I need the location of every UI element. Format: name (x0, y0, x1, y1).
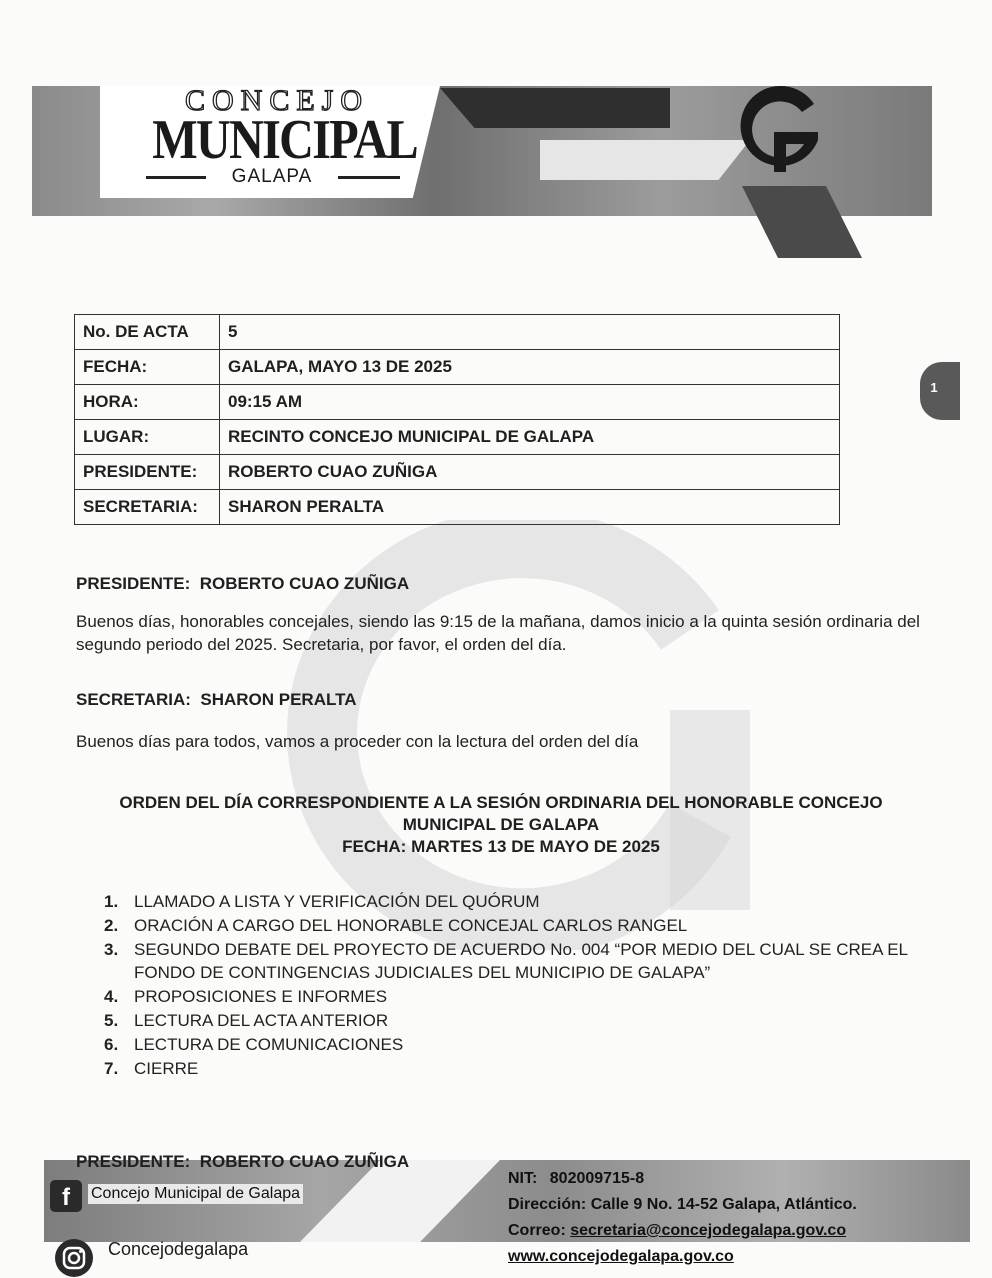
date-label: FECHA: (75, 350, 220, 385)
agenda-item-text: ORACIÓN A CARGO DEL HONORABLE CONCEJAL CARLOS RANGEL (134, 916, 688, 935)
agenda-item-number: 3. (104, 940, 119, 959)
facebook-link[interactable]: Concejo Municipal de Galapa (88, 1184, 303, 1204)
list-item (100, 890, 940, 913)
agenda-title-line: MUNICIPAL DE GALAPA (402, 815, 600, 834)
agenda-item-number: 6. (104, 1035, 119, 1054)
agenda-item-number: 2. (104, 916, 119, 935)
table-row (75, 490, 840, 525)
email-label: Correo: (508, 1222, 566, 1239)
website-line (508, 1248, 734, 1266)
logo-text-municipal: MUNICIPAL (152, 109, 417, 171)
instagram-icon[interactable] (54, 1238, 94, 1278)
acta-number-label: No. DE ACTA (75, 315, 220, 350)
list-item (100, 1057, 940, 1080)
list-item (100, 914, 940, 937)
speaker-president: PRESIDENTE: ROBERTO CUAO ZUÑIGA (76, 1152, 410, 1171)
table-row (75, 455, 840, 490)
table-row (75, 315, 840, 350)
time-label: HORA: (75, 385, 220, 420)
agenda-item-number: 1. (104, 892, 119, 911)
instagram-handle[interactable]: Concejodegalapa (108, 1239, 249, 1259)
agenda-date-line: FECHA: MARTES 13 DE MAYO DE 2025 (342, 837, 660, 856)
header-dark-stripe (440, 88, 670, 128)
secretary-text: Buenos días para todos, vamos a proceder con la lectura del orden del día (76, 732, 639, 751)
agenda-item-number: 4. (104, 987, 119, 1006)
date-value: GALAPA, MAYO 13 DE 2025 (220, 350, 840, 385)
agenda-item-number: 7. (104, 1059, 119, 1078)
logo-text-concejo: CONCEJO (184, 84, 369, 117)
list-item (100, 1009, 940, 1032)
table-row (75, 385, 840, 420)
agenda-title (90, 792, 912, 858)
facebook-icon[interactable]: f (50, 1180, 82, 1212)
speaker-president: PRESIDENTE: ROBERTO CUAO ZUÑIGA (76, 574, 410, 593)
agenda-item-text: SEGUNDO DEBATE DEL PROYECTO DE ACUERDO No. 004 “POR MEDIO DEL CUAL SE CREA EL FONDO DE CONTINGENCIAS JUDICIALES DEL MUNICIPIO DE GALAPA” (134, 940, 908, 982)
logo-rule-left (146, 176, 206, 179)
secretary-label: SECRETARIA: (75, 490, 220, 525)
address-line: Dirección: Calle 9 No. 14-52 Galapa, Atlántico. (508, 1196, 857, 1213)
nit-label: NIT: (508, 1170, 538, 1187)
agenda-item-text: CIERRE (134, 1059, 199, 1078)
time-value: 09:15 AM (220, 385, 840, 420)
agenda-item-text: LECTURA DEL ACTA ANTERIOR (134, 1011, 389, 1030)
agenda-item-text: LLAMADO A LISTA Y VERIFICACIÓN DEL QUÓRUM (134, 892, 540, 911)
agenda-item-text: LECTURA DE COMUNICACIONES (134, 1035, 404, 1054)
acta-number-value: 5 (220, 315, 840, 350)
place-value: RECINTO CONCEJO MUNICIPAL DE GALAPA (220, 420, 840, 455)
logo-rule-right (338, 176, 400, 179)
agenda-list (100, 890, 940, 1081)
secretary-value: SHARON PERALTA (220, 490, 840, 525)
nit-line (508, 1170, 644, 1188)
place-label: LUGAR: (75, 420, 220, 455)
president-label: PRESIDENTE: (75, 455, 220, 490)
g-logo-icon (722, 74, 834, 186)
email-line (508, 1222, 846, 1240)
email-link[interactable]: secretaria@concejodegalapa.gov.co (570, 1222, 847, 1239)
agenda-item-text: PROPOSICIONES E INFORMES (134, 987, 388, 1006)
list-item (100, 938, 940, 984)
page-number: 1 (930, 380, 938, 395)
nit-value: 802009715-8 (549, 1170, 645, 1187)
agenda-item-number: 5. (104, 1011, 119, 1030)
logo-text-galapa: GALAPA (231, 166, 313, 187)
agenda-title-line: ORDEN DEL DÍA CORRESPONDIENTE A LA SESIÓN ORDINARIA DEL HONORABLE CONCEJO (119, 793, 883, 812)
list-item (100, 985, 940, 1008)
list-item (100, 1033, 940, 1056)
president-opening-text: Buenos días, honorables concejales, siendo las 9:15 de la mañana, damos inicio a la quinta sesión ordinaria del segundo periodo del 2025. Secretaria, por favor, el orden del día. (76, 612, 920, 654)
table-row (75, 350, 840, 385)
session-info-table (74, 314, 840, 525)
website-link[interactable]: www.concejodegalapa.gov.co (508, 1248, 734, 1265)
president-value: ROBERTO CUAO ZUÑIGA (220, 455, 840, 490)
table-row (75, 420, 840, 455)
header-light-stripe (540, 140, 750, 180)
speaker-secretary: SECRETARIA: SHARON PERALTA (76, 690, 357, 709)
